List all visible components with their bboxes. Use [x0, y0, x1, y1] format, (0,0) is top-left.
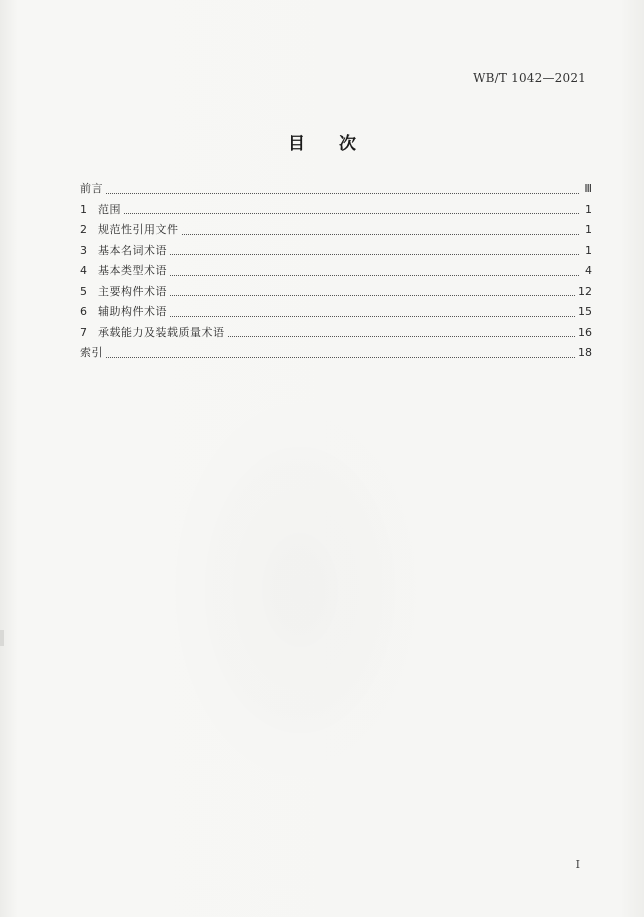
toc-entry-text: 基本名词术语	[98, 243, 167, 257]
toc-entry-page: 16	[578, 325, 592, 339]
toc-entry-number: 7	[80, 325, 87, 339]
toc-entry-page: 12	[578, 284, 592, 298]
toc-entry-number: 1	[80, 202, 87, 216]
toc-entry-foreword[interactable]	[80, 180, 592, 201]
toc-leader-dots	[170, 275, 579, 276]
toc-leader-dots	[170, 316, 575, 317]
toc-entry-auxiliary-components[interactable]	[80, 303, 592, 324]
toc-entry-number: 5	[80, 284, 87, 298]
toc-entry-basic-terms[interactable]	[80, 242, 592, 263]
toc-entry-number: 2	[80, 223, 87, 236]
toc-leader-dots	[170, 254, 579, 255]
toc-entry-text: 前言	[80, 182, 103, 195]
toc-entry-page: 1	[585, 202, 592, 216]
toc-entry-page: 15	[578, 305, 592, 318]
toc-entry-index[interactable]	[80, 344, 592, 365]
page-number: Ⅰ	[575, 858, 580, 871]
toc-entry-page: Ⅲ	[584, 182, 592, 195]
toc-entry-basic-types[interactable]	[80, 262, 592, 283]
toc-leader-dots	[170, 295, 575, 296]
toc-entry-page: 18	[578, 346, 592, 359]
toc-entry-text: 辅助构件术语	[98, 305, 167, 318]
toc-entry-page: 1	[585, 243, 592, 257]
table-of-contents	[80, 180, 592, 365]
fold-mark	[0, 630, 4, 646]
toc-entry-text: 规范性引用文件	[98, 223, 179, 236]
scan-shadow	[160, 380, 440, 800]
toc-leader-dots	[106, 357, 575, 358]
toc-entry-text: 索引	[80, 346, 103, 359]
toc-entry-number: 3	[80, 243, 87, 257]
toc-title: 目次	[288, 134, 390, 154]
toc-entry-scope[interactable]	[80, 201, 592, 222]
toc-leader-dots	[182, 234, 580, 235]
toc-entry-text: 范围	[98, 202, 121, 216]
toc-entry-main-components[interactable]	[80, 283, 592, 304]
toc-entry-load-capacity[interactable]	[80, 324, 592, 345]
toc-entry-page: 4	[585, 264, 592, 277]
toc-entry-text: 基本类型术语	[98, 264, 167, 277]
toc-entry-text: 主要构件术语	[98, 284, 167, 298]
toc-leader-dots	[106, 193, 579, 194]
toc-leader-dots	[228, 336, 576, 337]
toc-entry-page: 1	[585, 223, 592, 236]
toc-entry-normative-references[interactable]	[80, 221, 592, 242]
toc-entry-number: 6	[80, 305, 87, 318]
toc-leader-dots	[124, 213, 579, 214]
toc-entry-number: 4	[80, 264, 87, 277]
toc-entry-text: 承载能力及装载质量术语	[98, 325, 225, 339]
standard-code: WB/T 1042—2021	[473, 71, 586, 85]
